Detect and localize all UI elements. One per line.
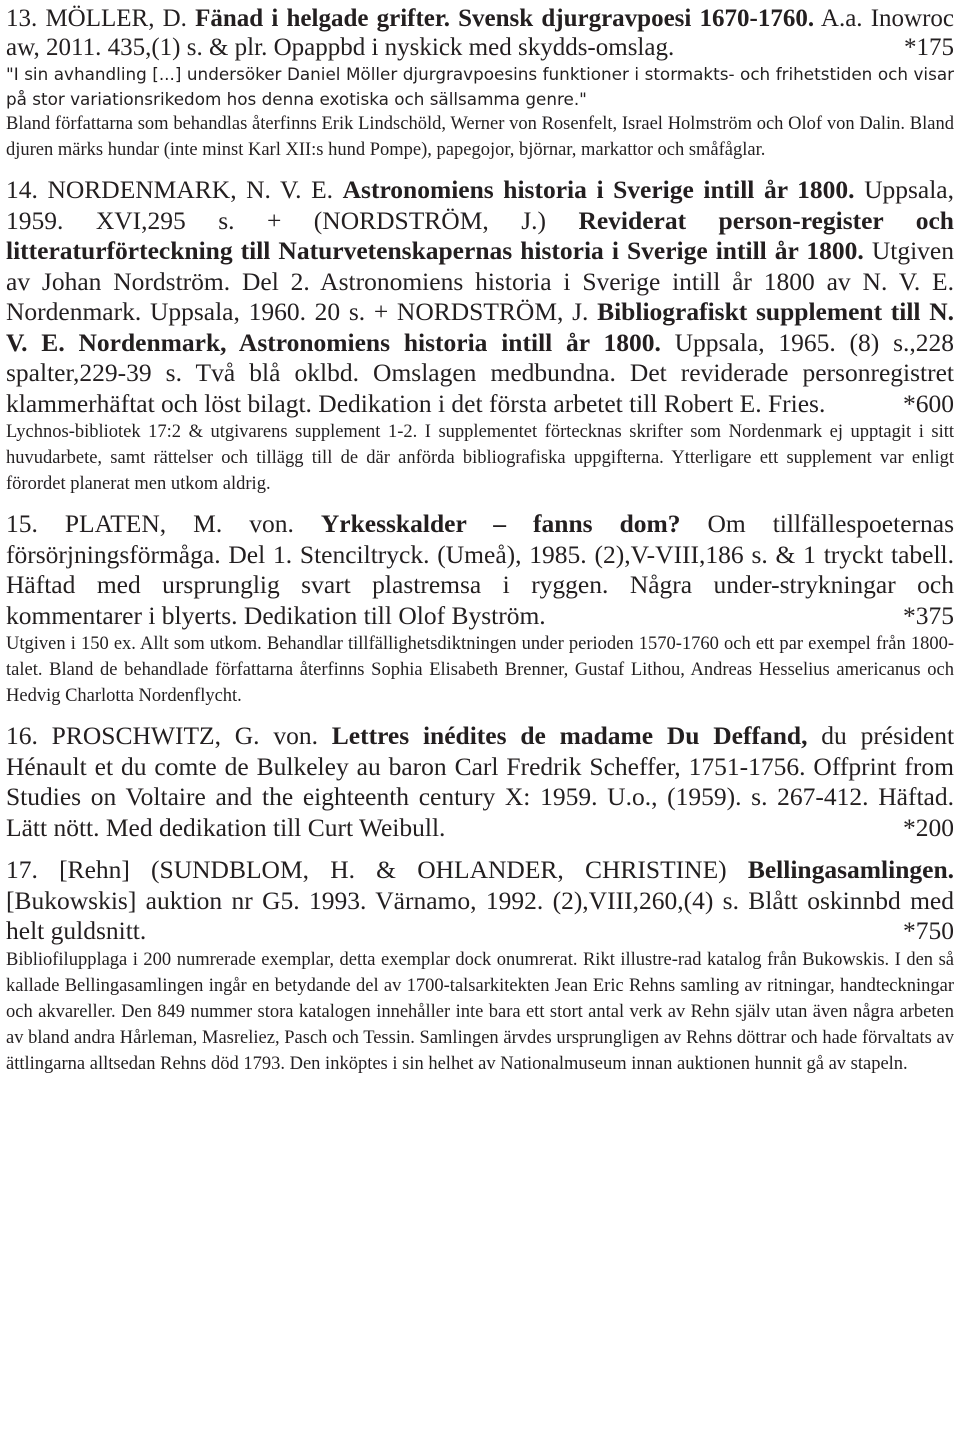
entry-title: Astronomiens historia i Sverige intill år 1800. (342, 175, 855, 204)
entry-price: *200 (903, 812, 954, 842)
entry-main (6, 855, 954, 947)
entry-main (6, 721, 954, 843)
entry-author: MÖLLER, D. (45, 5, 187, 32)
entry-note-text: Bland författarna som behandlas återfinns Erik Lindschöld, Werner von Rosenfelt, Israel Holmström och Olof von Dalin. Bland djuren märks hundar (inte minst Karl XII:s hund Pompe), papegojor, björnar, markattor och småfåglar. (6, 114, 954, 160)
entry-publication: [Bukowskis] auktion nr G5. 1993. Värnamo, 1992. (2),VIII,260,(4) s. Blått oskinnbd med helt guldsnitt. (6, 885, 954, 945)
entry-main (6, 175, 954, 419)
entry-price: *175 (904, 34, 954, 61)
entry-author: [Rehn] (SUNDBLOM, H. & OHLANDER, CHRISTINE) (59, 855, 727, 884)
entry-title: Fänad i helgade grifter. Svensk djurgravpoesi 1670-1760. (195, 5, 815, 32)
catalog-entry-16 (6, 721, 954, 843)
entry-title: Lettres inédites de madame Du Deffand, (331, 721, 808, 750)
entry-publication-3: Uppsala, 1965. (8) s.,228 spalter,229-39 s. Två blå oklbd. Omslagen medbundna. Det reviderade personregistret klammerhäftat och löst bilagt. Dedikation i det första arbetet till Robert E. Fries. (6, 327, 955, 418)
catalog-entry-15 (6, 509, 954, 709)
entry-publication: Om tillfällespoeternas försörjningsförmåga. Del 1. Stenciltryck. (Umeå), 1985. (2),V-VIII,186 s. & 1 tryckt tabell. Häftad med ursprunglig svart plastremsa i ryggen. Några under-strykningar och kommentarer i blyerts. Dedikation till Olof Byström. (6, 509, 955, 630)
entry-title-3: Bibliografiskt supplement till N. V. E. Nordenmark, Astronomiens historia intill år 1800. (6, 297, 955, 357)
entry-publication: Uppsala, 1959. XVI,295 s. + (NORDSTRÖM, J.) (6, 175, 954, 235)
entry-number: 15. (6, 509, 38, 538)
entry-price: *750 (903, 916, 954, 945)
entry-author: NORDENMARK, N. V. E. (47, 175, 334, 204)
entry-author: PLATEN, M. von. (64, 509, 294, 538)
entry-number: 17. (6, 855, 38, 884)
entry-note: Utgiven i 150 ex. Allt som utkom. Behandlar tillfällighetsdiktningen under perioden 1570-1760 och ett par exempel från 1800-talet. Bland de behandlade författarna återfinns Sophia Elisabeth Brenner, Gustaf Lithou, Andreas Hesselius americanus och Hedvig Charlotta Nordenflycht. (6, 634, 954, 706)
entry-title: Yrkesskalder – fanns dom? (320, 509, 681, 538)
entry-note (6, 62, 954, 111)
entry-number: 14. (6, 175, 38, 204)
entry-price: *600 (903, 388, 954, 418)
entry-note-quote: "I sin avhandling [...] undersöker Daniel Möller djurgravpoesins funktioner i stormakts- och frihetstiden och visar på stor variationsrikedom hos denna exotiska och sällsamma genre." (6, 64, 954, 109)
catalog-entry-14 (6, 175, 954, 497)
entry-note-continued (6, 111, 954, 163)
catalog-entry-17 (6, 855, 954, 1077)
entry-publication: A.a. Inowroc aw, 2011. 435,(1) s. & plr. Opappbd i nyskick med skydds-omslag. (6, 5, 955, 61)
catalog-entry-13 (6, 4, 954, 163)
entry-note: Bibliofilupplaga i 200 numrerade exemplar, detta exemplar dock onumrerat. Rikt illustre-rad katalog från Bukowskis. I den så kallade Bellingasamlingen ingår en betydande del av 1700-talsarkitekten Jean Eric Rehns samling av ritningar, handteckningar och akvareller. Den 849 nummer stora katalogen innehåller inte bara ett stort antal verk av Rehn själv utan även några arbeten av bland andra Hårleman, Masreliez, Pasch och Tessin. Samlingen ärvdes ursprungligen av Rehns döttrar och hade förvaltats av ättlingarna alltsedan Rehns död 1793. Den inköptes i sin helhet av Nationalmuseum innan auktionen hunnit gå av stapeln. (6, 949, 954, 1074)
entry-price: *375 (903, 600, 954, 630)
entry-main (6, 509, 954, 631)
entry-title: Bellingasamlingen. (747, 855, 954, 884)
entry-author: PROSCHWITZ, G. von. (51, 721, 318, 750)
entry-title-2: Reviderat person-register och litteraturförteckning till Naturvetenskapernas historia i Sverige intill år 1800. (6, 205, 954, 265)
entry-number: 13. (6, 5, 38, 32)
entry-number: 16. (6, 721, 38, 750)
entry-main (6, 4, 954, 62)
entry-publication-2: Utgiven av Johan Nordström. Del 2. Astronomiens historia i Sverige intill år 1800 av N. V. E. Nordenmark. Uppsala, 1960. 20 s. + NORDSTRÖM, J. (6, 236, 954, 326)
entry-note: Lychnos-bibliotek 17:2 & utgivarens supplement 1-2. I supplementet förtecknas skrifter som Nordenmark ej upptagit i sitt huvudarbete, samt rättelser och tillägg till de där anförda bibliografiska uppgifterna. Ytterligare ett supplement var enligt förordet planerat men utkom aldrig. (6, 422, 954, 494)
entry-publication: du président Hénault et du comte de Bulkeley au baron Carl Fredrik Scheffer, 1751-1756. Offprint from Studies on Voltaire and the eighteenth century X: 1959. U.o., (1959). s. 267-412. Häftad. Lätt nött. Med dedikation till Curt Weibull. (6, 721, 955, 842)
